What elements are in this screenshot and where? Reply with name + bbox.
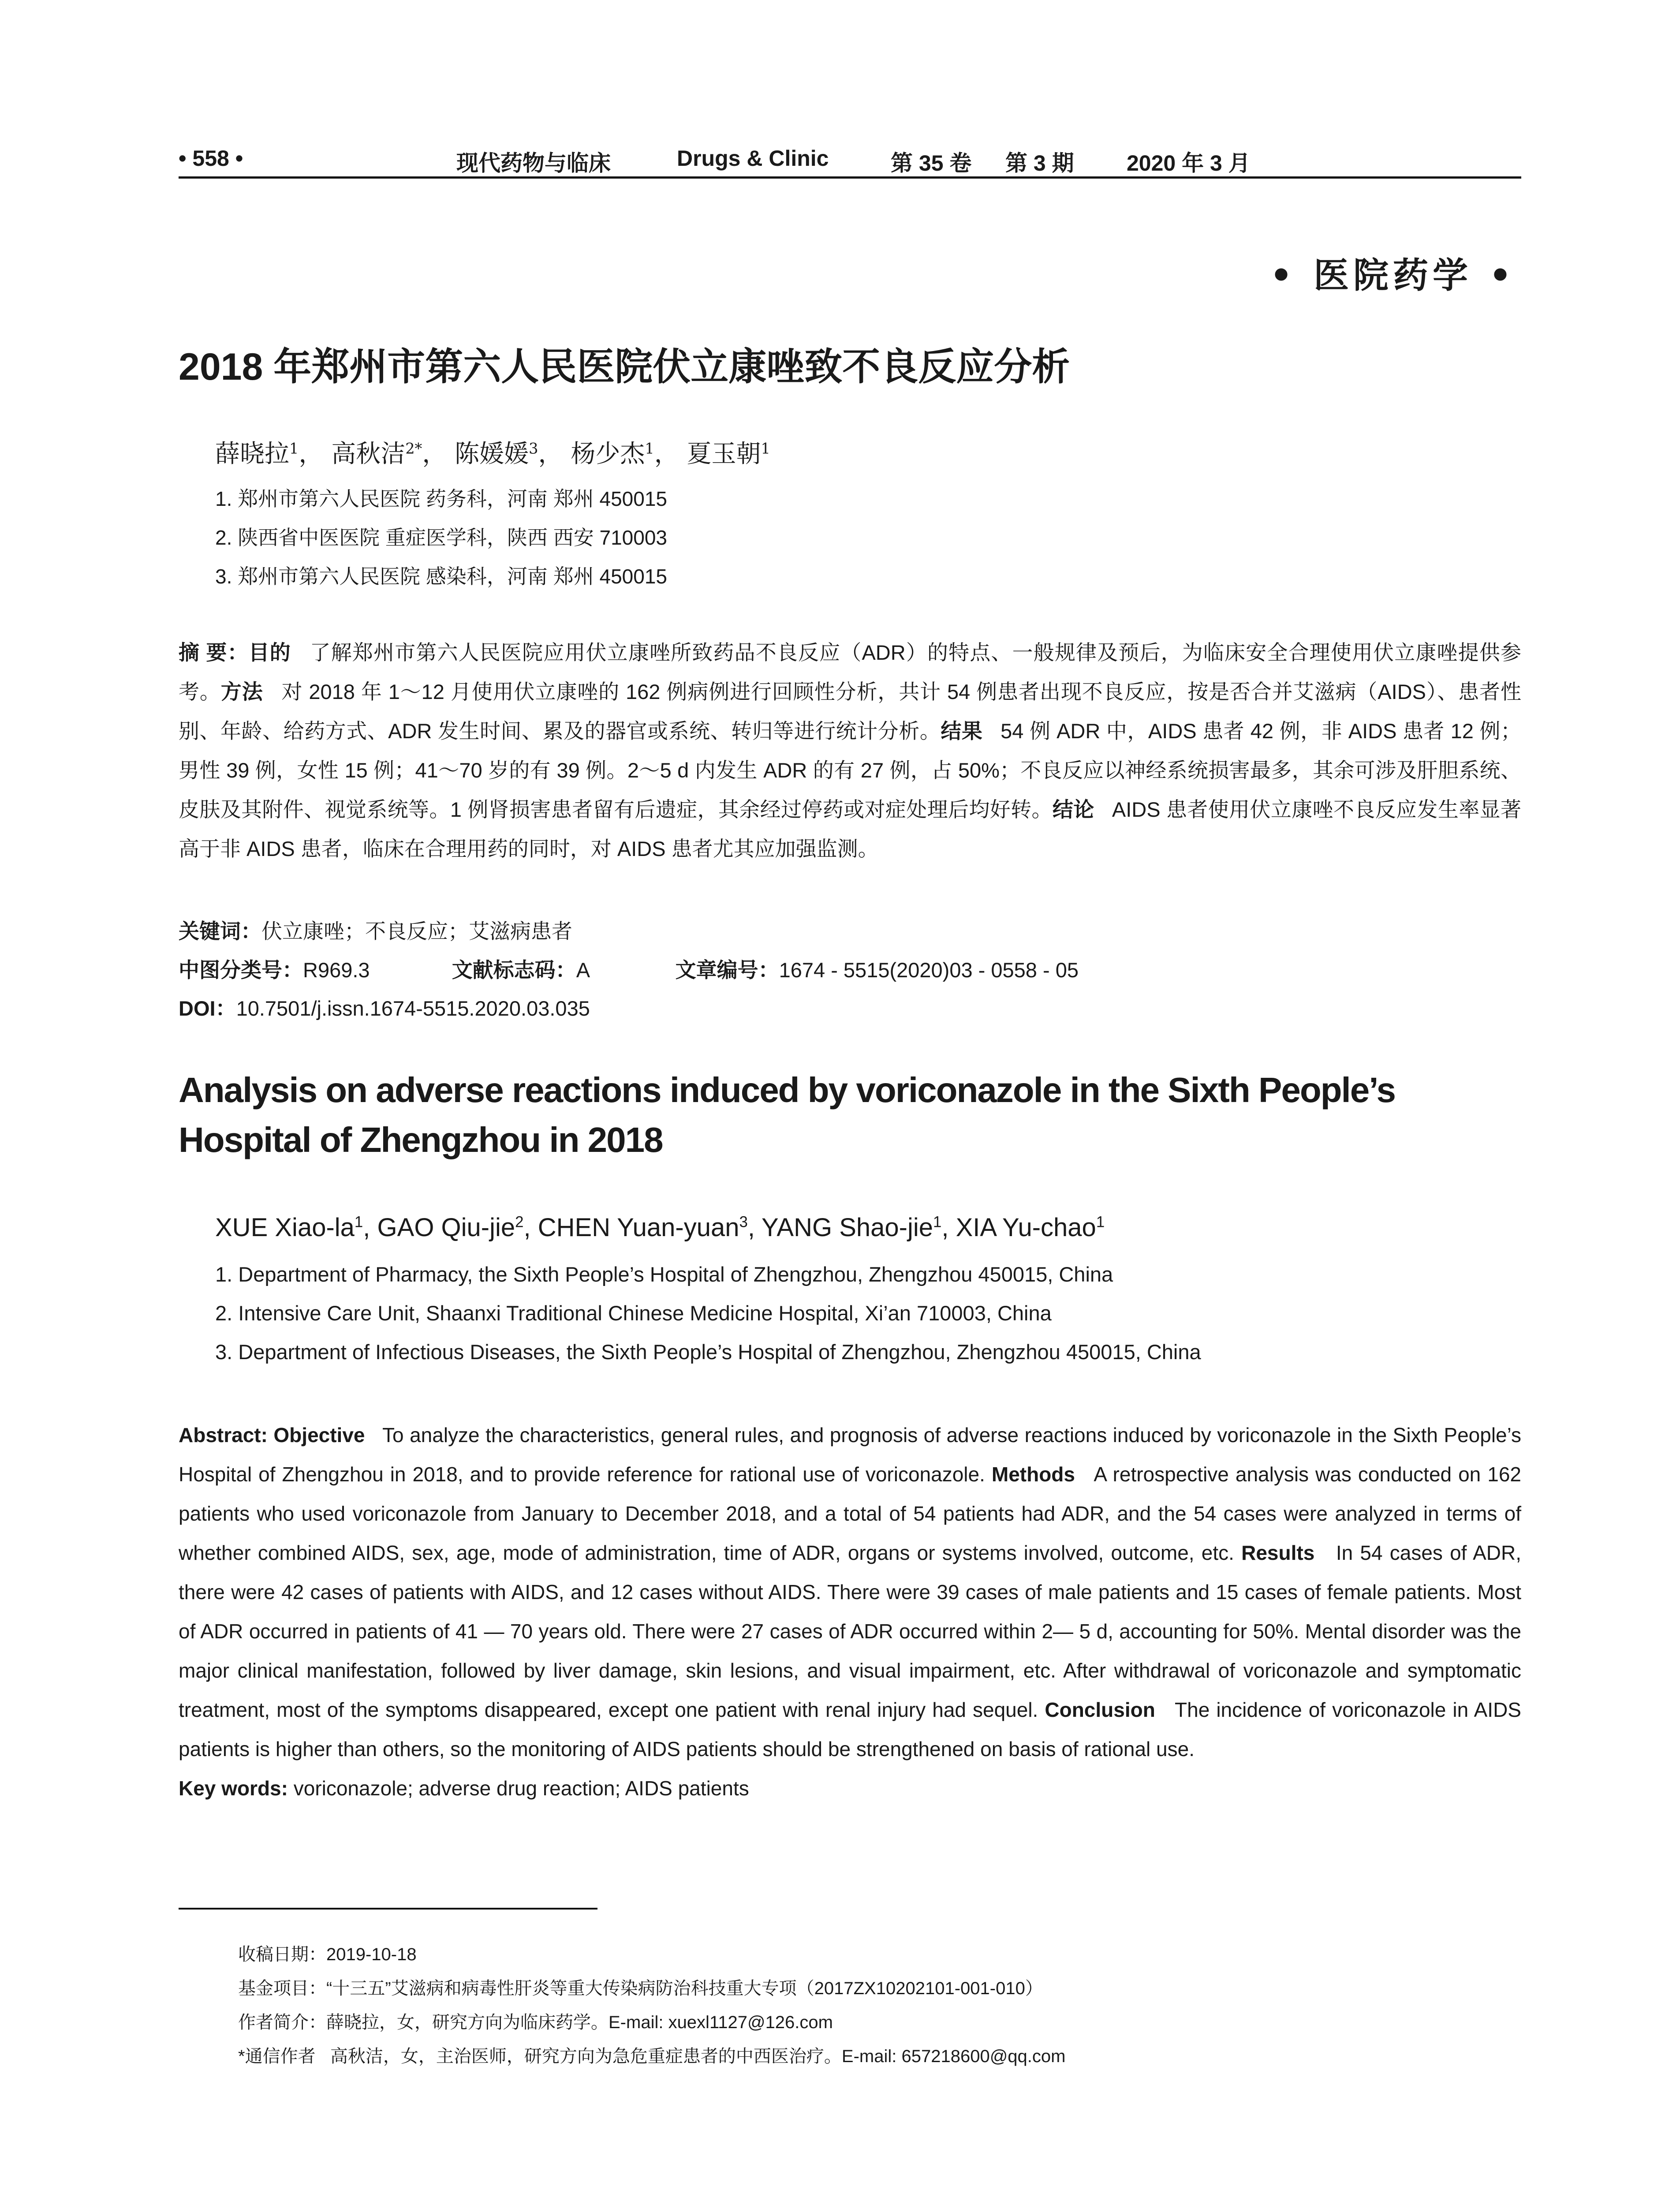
author-sup: 2* (405, 440, 422, 457)
author-sup: 3 (739, 1213, 748, 1231)
objective-text: 了解郑州市第六人民医院应用伏立康唑所致药品不良反应（ADR）的特点、一般规律及预后，为临床安全合理使用伏立康唑提供参考。 (179, 641, 1522, 703)
issue: 第 3 期 (1005, 151, 1074, 176)
fund-value: “十三五”艾滋病和病毒性肝炎等重大传染病防治科技重大专项（2017ZX10202101-001-010） (326, 1979, 1043, 1998)
abstract-en (179, 1416, 1521, 1808)
results-text: In 54 cases of ADR, there were 42 cases of patients with AIDS, and 12 cases without AIDS. There were 39 cases of male patients and 15 cases of female patients. Most of ADR occurred in patients of 41 — 70 years old. There were 27 cases of ADR occurred within 2— 5 d, accounting for 50%. Mental disorder was the major clinical manifestation, followed by liver damage, skin lesions, and visual impairment, etc. After withdrawal of voriconazole and symptomatic treatment, most of the symptoms disappeared, except one patient with renal injury had sequel. (179, 1541, 1522, 1721)
author-sup: 1 (1096, 1213, 1105, 1231)
affiliation-en: 1. Department of Pharmacy, the Sixth People’s Hospital of Zhengzhou, Zhengzhou 450015, China (215, 1263, 1113, 1286)
author-name: 高秋洁 (331, 440, 406, 468)
author-sup: 1 (933, 1213, 942, 1231)
author-name: XUE Xiao-la (215, 1213, 355, 1242)
conclusion-label: 结论 (1052, 798, 1094, 821)
doc-code-value: A (576, 958, 589, 982)
fund-label: 基金项目： (238, 1979, 326, 1998)
affiliation-cn: 1. 郑州市第六人民医院 药务科，河南 郑州 450015 (215, 487, 667, 510)
keywords-label: 关键词： (179, 919, 261, 943)
issue-date: 2020 年 3 月 (1127, 151, 1251, 176)
keywords-text: voriconazole; adverse drug reaction; AIDS patients (293, 1777, 749, 1800)
objective-label: 目的 (248, 641, 291, 664)
keywords-cn (179, 915, 572, 945)
keywords-label: Key words: (179, 1777, 288, 1800)
article-number-value: 1674 - 5515(2020)03 - 0558 - 05 (779, 958, 1079, 982)
author-name: 杨少杰 (571, 440, 645, 468)
conclusion-text: AIDS 患者使用伏立康唑不良反应发生率显著高于非 AIDS 患者，临床在合理用药的同时，对 AIDS 患者尤其应加强监测。 (179, 798, 1521, 860)
author-name: YANG Shao-jie (762, 1213, 933, 1242)
doi-value: 10.7501/j.issn.1674-5515.2020.03.035 (236, 997, 590, 1020)
abstract-label: 摘 要： (179, 641, 249, 664)
author-sup: 1 (761, 440, 770, 457)
conclusion-text: The incidence of voriconazole in AIDS patients is higher than others, so the monitoring of AIDS patients should be strengthened on basis of rational use. (179, 1698, 1521, 1760)
doc-code-label: 文献标志码： (452, 958, 576, 982)
author-sup: 1 (645, 440, 654, 457)
author-name: CHEN Yuan-yuan (538, 1213, 739, 1242)
volume: 第 35 卷 (891, 151, 972, 176)
fund-info (238, 1974, 1043, 1999)
doi-line (179, 992, 590, 1022)
keywords-text: 伏立康唑；不良反应；艾滋病患者 (261, 919, 572, 943)
author-bio (238, 2008, 833, 2033)
received-value: 2019-10-18 (326, 1945, 417, 1964)
corresponding-label: *通信作者 (238, 2047, 316, 2066)
author-bio-label: 作者简介： (238, 2013, 326, 2032)
affiliation-cn: 3. 郑州市第六人民医院 感染科，河南 郑州 450015 (215, 565, 667, 588)
author-sup: 1 (289, 440, 299, 457)
doi-label: DOI： (179, 997, 236, 1020)
journal-name-en: Drugs & Clinic (677, 146, 829, 171)
affiliation-en: 2. Intensive Care Unit, Shaanxi Traditional Chinese Medicine Hospital, Xi’an 710003, China (215, 1301, 1052, 1325)
corresponding-value: 高秋洁，女，主治医师，研究方向为急危重症患者的中西医治疗。E-mail: 657218600@qq.com (330, 2047, 1066, 2066)
paper-title-en: Analysis on adverse reactions induced by voriconazole in the Sixth People’s Hospital of Zhengzhou in 2018 (179, 1070, 1396, 1159)
footnote-rule (179, 1908, 597, 1910)
page-number: • 558 • (179, 146, 243, 171)
received-label: 收稿日期： (238, 1945, 326, 1964)
methods-text: A retrospective analysis was conducted on 162 patients who used voriconazole from January to December 2018, and a total of 54 patients had ADR, and the 54 cases were analyzed in terms of whether combined AIDS, sex, age, mode of administration, time of ADR, organs or systems involved, outcome, etc. (179, 1463, 1521, 1564)
author-name: 薛晓拉 (215, 440, 289, 468)
journal-name-cn: 现代药物与临床 (456, 150, 611, 176)
clc-value: R969.3 (303, 958, 370, 982)
header-rule (179, 176, 1521, 179)
conclusion-label: Conclusion (1045, 1698, 1155, 1721)
author-sup: 1 (354, 1213, 363, 1231)
article-number-label: 文章编号： (675, 958, 779, 982)
corresponding-author (238, 2042, 1065, 2067)
methods-text: 对 2018 年 1～12 月使用伏立康唑的 162 例病例进行回顾性分析，共计 54 例患者出现不良反应，按是否合并艾滋病（AIDS）、患者性别、年龄、给药方式、ADR 发生时间、累及的器官或系统、转归等进行统计分析。 (179, 680, 1521, 743)
results-label: Results (1241, 1541, 1315, 1564)
author-list-en: XUE Xiao-$la^1$, GAO Qiu-jie$^2$, CHEN Yuan-yuan$^3$, YANG Shao-jie$^1$, XIA Yu-chao$^1$ (215, 1213, 1105, 1242)
methods-label: Methods (991, 1463, 1075, 1486)
results-label: 结果 (941, 719, 983, 743)
author-name: 夏玉朝 (687, 440, 761, 468)
running-header (179, 142, 1521, 176)
clc-label: 中图分类号： (179, 958, 303, 982)
received-date (238, 1940, 417, 1966)
author-bio-value: 薛晓拉，女，研究方向为临床药学。E-mail: xuexl1127@126.com (326, 2013, 833, 2032)
author-name: 陈媛媛 (455, 440, 529, 468)
affiliation-en: 3. Department of Infectious Diseases, the Sixth People’s Hospital of Zhengzhou, Zhengzhou 450015, China (215, 1340, 1201, 1364)
results-text: 54 例 ADR 中，AIDS 患者 42 例，非 AIDS 患者 12 例；男性 39 例，女性 15 例；41～70 岁的有 39 例。2～5 d 内发生 ADR 的有 27 例，占 50%；不良反应以神经系统损害最多，其余可涉及肝胆系统、皮肤及其附件、视觉系统等。1 例肾损害患者留有后遗症，其余经过停药或对症处理后均好转。 (179, 719, 1522, 821)
abstract-label: Abstract: (179, 1424, 268, 1446)
affiliation-cn: 2. 陕西省中医医院 重症医学科，陕西 西安 710003 (215, 526, 667, 549)
author-name: XIA Yu-chao (956, 1213, 1096, 1242)
objective-label: Objective (273, 1424, 365, 1446)
objective-text: To analyze the characteristics, general rules, and prognosis of adverse reactions induced by voriconazole in the Sixth People’s Hospital of Zhengzhou in 2018, and to provide reference for rational use of voriconazole. (179, 1424, 1522, 1486)
author-name: GAO Qiu-jie (377, 1213, 515, 1242)
paper-title-cn: 2018 年郑州市第六人民医院伏立康唑致不良反应分析 (179, 346, 1070, 388)
classification-line (179, 954, 1079, 983)
author-sup: 3 (529, 440, 538, 457)
abstract-cn (179, 633, 1521, 868)
author-sup: 2 (515, 1213, 524, 1231)
section-label: • 医院药学 • (1270, 254, 1516, 296)
author-list-cn: 薛晓拉$^1$， 高秋洁$^{2*}$， 陈媛媛$^3$， 杨少杰$^1$， 夏玉朝$^1$ (215, 440, 770, 468)
methods-label: 方法 (220, 680, 263, 703)
